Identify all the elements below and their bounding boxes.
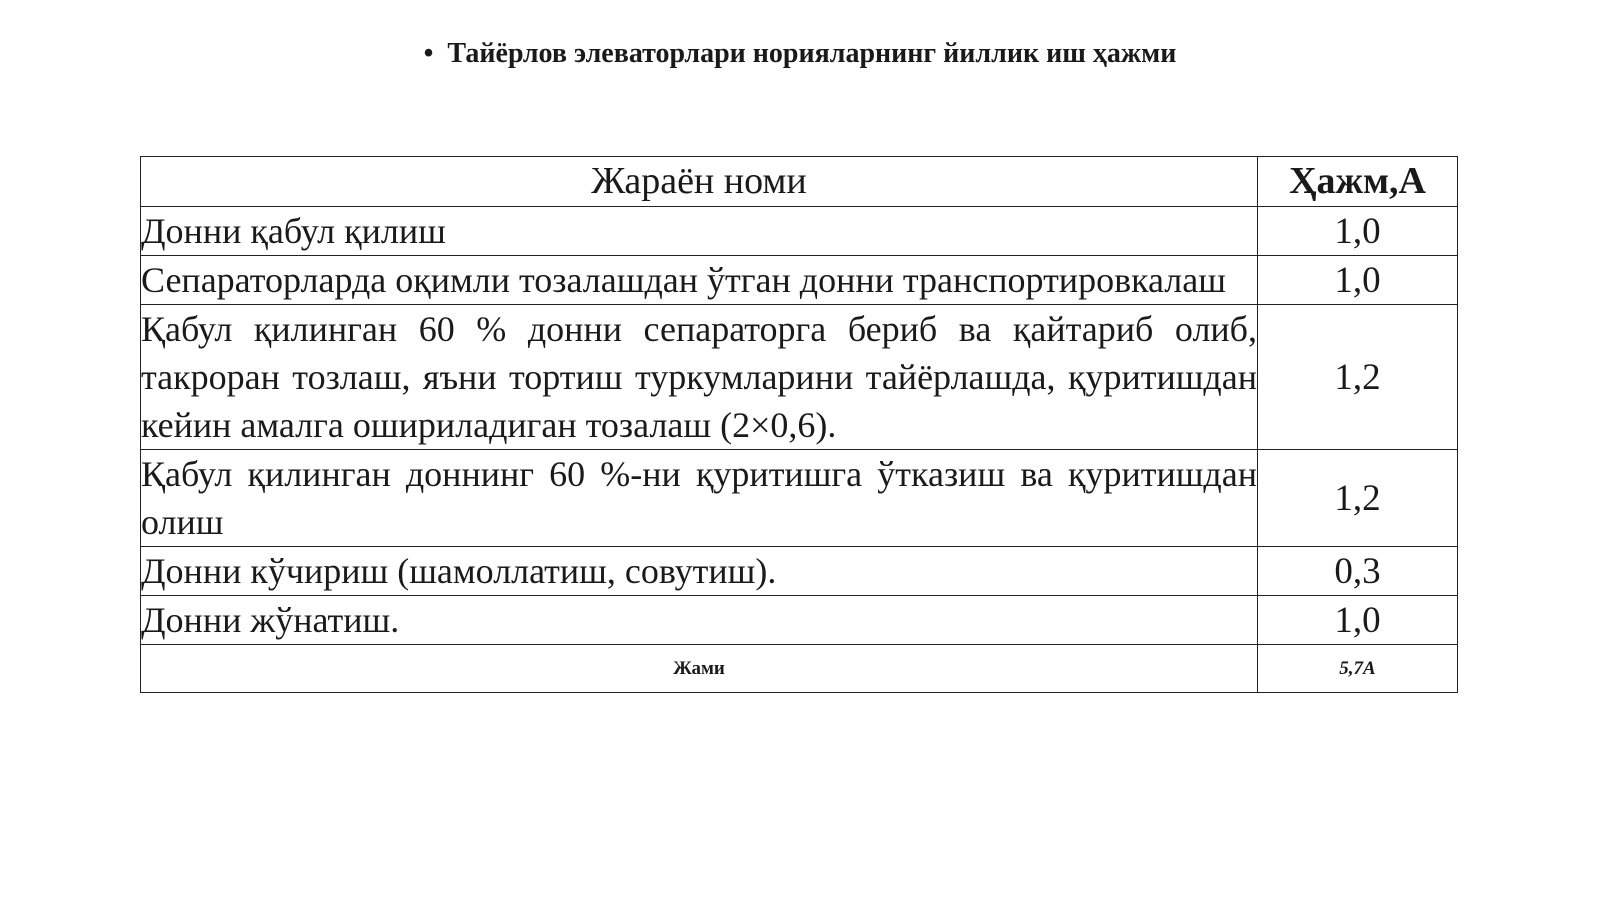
total-label: Жами [141, 645, 1258, 693]
title-text: Тайёрлов элеваторлари норияларнинг йиллик иш ҳажми [447, 38, 1177, 69]
row-value: 1,2 [1258, 450, 1458, 547]
table-row [141, 547, 1458, 596]
row-name: Донни қабул қилиш [141, 207, 1258, 256]
row-value: 1,0 [1258, 207, 1458, 256]
table-row [141, 450, 1458, 547]
table-row [141, 596, 1458, 645]
row-value: 1,0 [1258, 256, 1458, 305]
table-total-row [141, 645, 1458, 693]
row-name: Қабул қилинган 60 % донни сепараторга бериб ва қайтариб олиб, такроран тозлаш, яъни тортиш туркумларини тайёрлашда, қуритишдан кейин амалга ошириладиган тозалаш (2×0,6). [141, 305, 1258, 450]
table-row [141, 256, 1458, 305]
header-volume: Ҳажм,А [1258, 157, 1458, 207]
row-name: Донни жўнатиш. [141, 596, 1258, 645]
document-title [0, 38, 1600, 70]
row-name: Қабул қилинган доннинг 60 %-ни қуритишга ўтказиш ва қуритишдан олиш [141, 450, 1258, 547]
table-header-row [141, 157, 1458, 207]
row-name: Донни кўчириш (шамоллатиш, совутиш). [141, 547, 1258, 596]
row-name: Сепараторларда оқимли тозалашдан ўтган донни транспортировкалаш [141, 256, 1258, 305]
table-row [141, 207, 1458, 256]
table-row [141, 305, 1458, 450]
row-value: 0,3 [1258, 547, 1458, 596]
process-volume-table [140, 156, 1458, 693]
bullet-icon: • [423, 38, 434, 69]
row-value: 1,2 [1258, 305, 1458, 450]
header-process-name: Жараён номи [141, 157, 1258, 207]
row-value: 1,0 [1258, 596, 1458, 645]
total-value: 5,7А [1258, 645, 1458, 693]
